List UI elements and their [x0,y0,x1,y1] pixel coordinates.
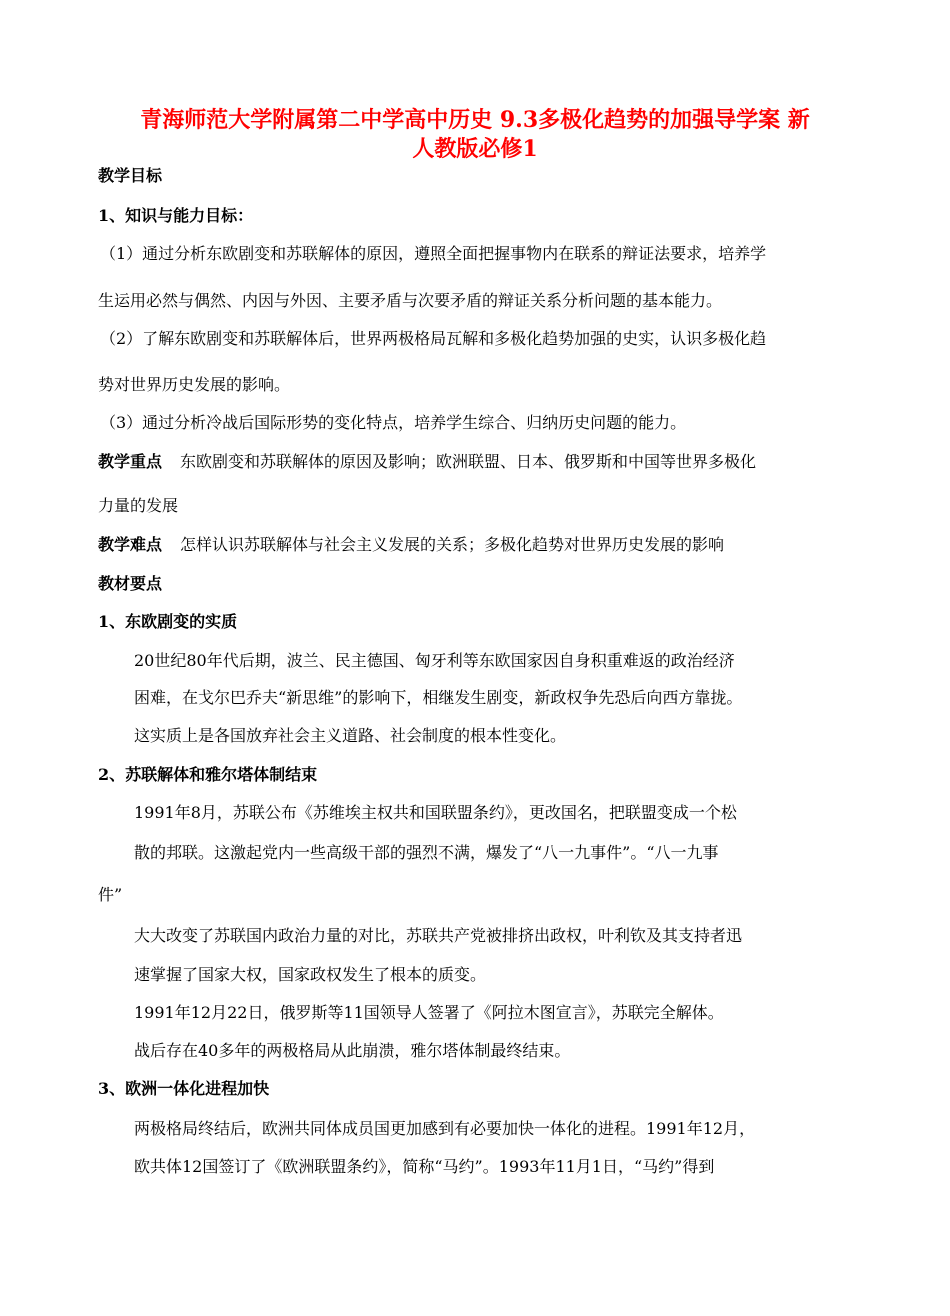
objective-1-line-2: 生运用必然与偶然、内因与外因、主要矛盾与次要矛盾的辩证关系分析问题的基本能力。 [98,291,723,310]
objectives-heading: 教学目标 [98,166,163,185]
section-1-line-2: 困难，在戈尔巴乔夫“新思维”的影响下，相继发生剧变，新政权争先恐后向西方靠拢。 [134,688,743,707]
section-2-heading: 2、苏联解体和雅尔塔体制结束 [98,765,318,784]
section-2-line-2: 散的邦联。这激起党内一些高级干部的强烈不满，爆发了“八一九事件”。“八一九事 [134,843,719,862]
objective-2-line-1: （2）了解东欧剧变和苏联解体后，世界两极格局瓦解和多极化趋势加强的史实，认识多极化趋 [100,329,767,348]
section-2-line-6: 1991年12月22日，俄罗斯等11国领导人签署了《阿拉木图宣言》，苏联完全解体。 [134,1003,724,1022]
objective-3-line-1: （3）通过分析冷战后国际形势的变化特点，培养学生综合、归纳历史问题的能力。 [100,413,687,432]
section-2-line-5: 速掌握了国家大权，国家政权发生了根本的质变。 [134,965,487,984]
section-2-line-4: 大大改变了苏联国内政治力量的对比，苏联共产党被排挤出政权，叶利钦及其支持者迅 [134,926,743,945]
section-3-line-2: 欧共体12国签订了《欧洲联盟条约》，简称“马约”。1993年11月1日，“马约”得到 [134,1157,715,1176]
key-points-line-2: 力量的发展 [98,496,179,515]
section-3-heading: 3、欧洲一体化进程加快 [98,1079,270,1098]
section-3-line-1: 两极格局终结后，欧洲共同体成员国更加感到有必要加快一体化的进程。1991年12月， [134,1119,756,1138]
section-2-line-7: 战后存在40多年的两极格局从此崩溃，雅尔塔体制最终结束。 [134,1041,571,1060]
document-title-line-2: 人教版必修1 [412,136,538,162]
section-1-line-3: 这实质上是各国放弃社会主义道路、社会制度的根本性变化。 [134,726,567,745]
section-1-line-1: 20世纪80年代后期，波兰、民主德国、匈牙利等东欧国家因自身积重难返的政治经济 [134,651,735,670]
section-2-line-1: 1991年8月，苏联公布《苏维埃主权共和国联盟条约》，更改国名，把联盟变成一个松 [134,803,737,822]
key-points-line-1 [98,452,756,472]
difficulties-text: 怎样认识苏联解体与社会主义发展的关系；多极化趋势对世界历史发展的影响 [180,535,725,554]
document-title-line-1: 青海师范大学附属第二中学高中历史 9.3多极化趋势的加强导学案 新 [140,107,810,133]
material-heading: 教材要点 [98,574,163,593]
key-points-text: 东欧剧变和苏联解体的原因及影响；欧洲联盟、日本、俄罗斯和中国等世界多极化 [180,452,757,471]
objective-2-line-2: 势对世界历史发展的影响。 [98,375,291,394]
key-points-label: 教学重点 [98,452,163,471]
section-1-heading: 1、东欧剧变的实质 [98,612,238,631]
difficulties-label: 教学难点 [98,535,163,554]
section-2-line-3: 件” [98,885,123,904]
difficulties-line [98,535,724,555]
objective-1-line-1: （1）通过分析东欧剧变和苏联解体的原因，遵照全面把握事物内在联系的辩证法要求，培养学 [100,244,767,263]
objectives-sub-heading: 1、知识与能力目标： [98,206,254,225]
